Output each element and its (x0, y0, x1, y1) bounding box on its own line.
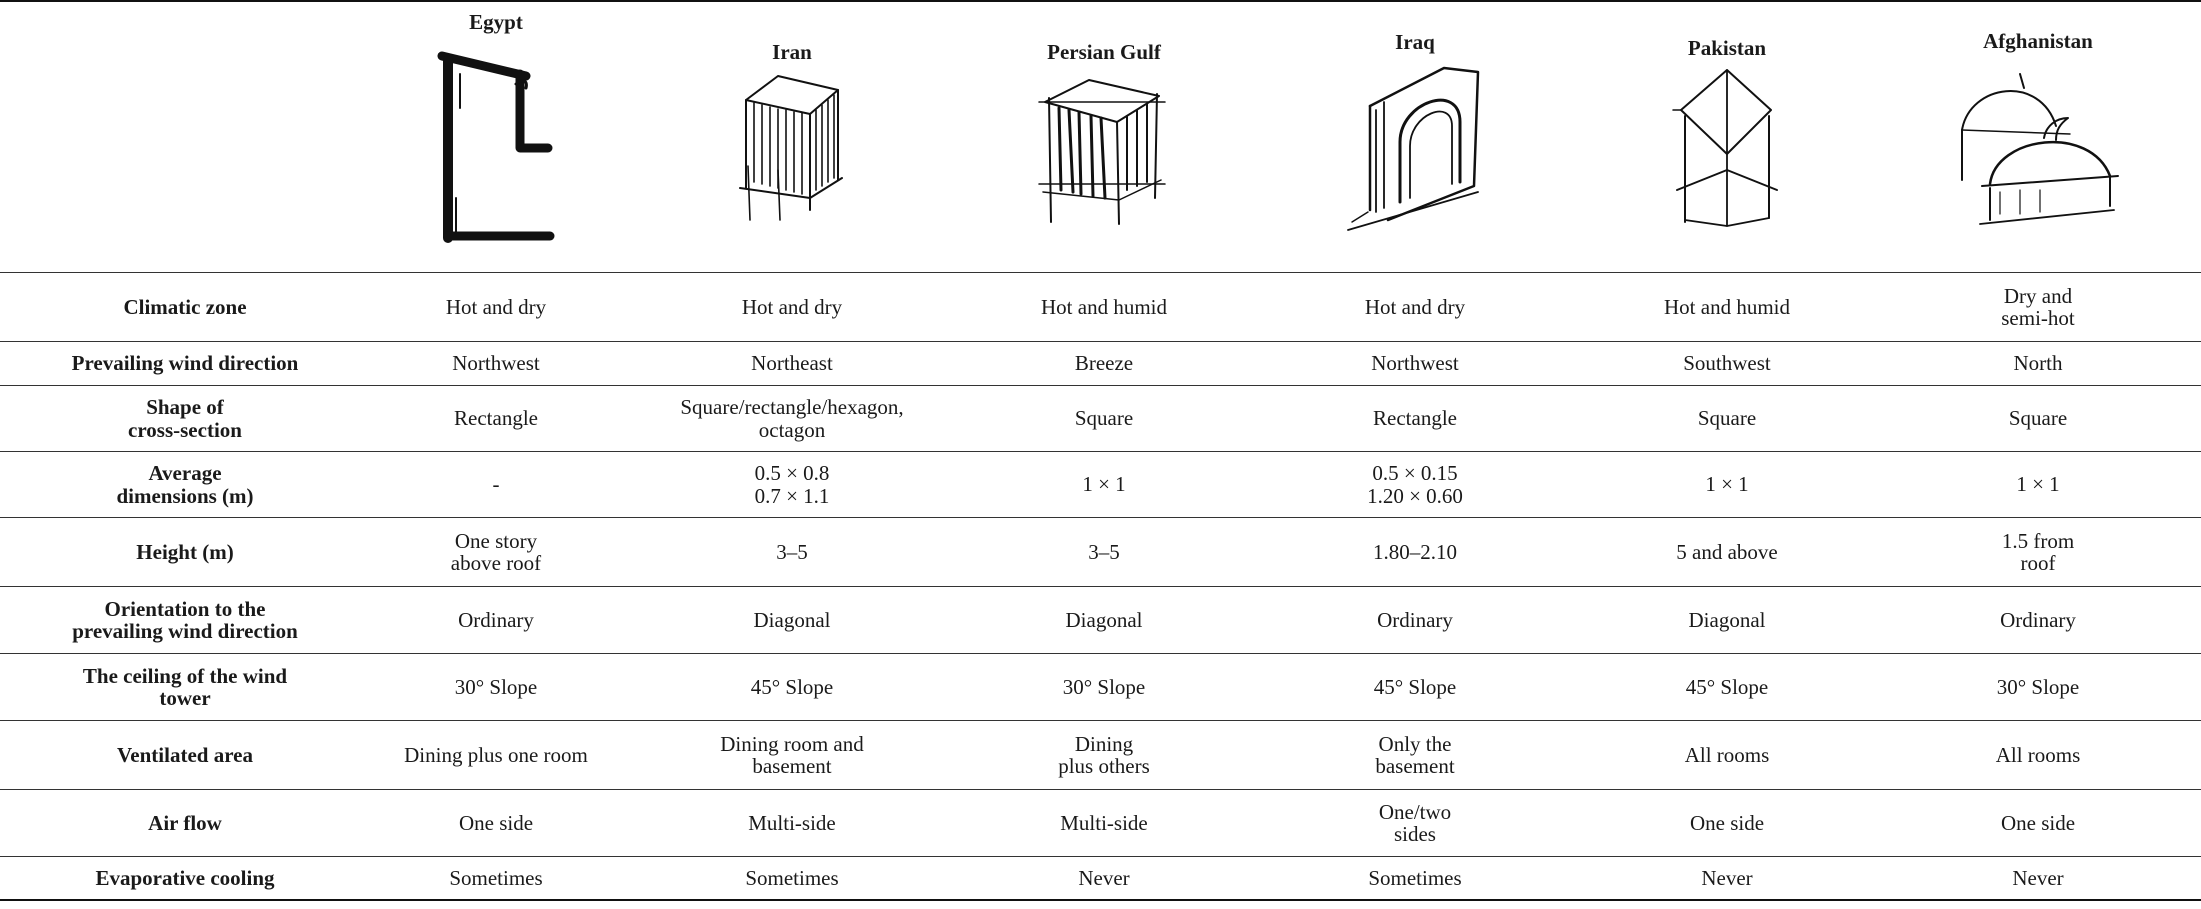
table-row (0, 518, 2201, 586)
row-label: Orientation to the prevailing wind direction (72, 596, 298, 643)
table-cell: One/two sides (1378, 799, 1452, 846)
table-row (0, 654, 2201, 720)
table-cell: Rectangle (454, 406, 538, 431)
column-header-afghanistan: Afghanistan (1983, 29, 2093, 53)
table-cell: Sometimes (745, 865, 839, 890)
table-row (0, 386, 2201, 451)
table-row (0, 790, 2201, 856)
table-row (0, 273, 2201, 341)
row-label: Average dimensions (m) (116, 461, 254, 508)
table-cell: Dry and semi-hot (2001, 283, 2075, 330)
table-cell: Only the basement (1375, 731, 1455, 778)
table-cell: Northwest (1371, 351, 1459, 376)
table-cell: 1 × 1 (1705, 472, 1749, 497)
table-row (0, 857, 2201, 899)
column-header-iran: Iran (772, 40, 812, 64)
table-row (0, 452, 2201, 517)
table-cell: Square/rectangle/hexagon, octagon (680, 395, 904, 442)
persian-gulf-wind-tower-sketch (1039, 72, 1169, 227)
table-cell: 1 × 1 (2016, 472, 2060, 497)
table-cell: Square (2008, 406, 2068, 431)
table-cell: Breeze (1074, 351, 1134, 376)
table-cell: One story above roof (450, 528, 542, 575)
table-cell: 45° Slope (1373, 674, 1457, 699)
table-cell: One side (458, 810, 534, 835)
table-cell: Southwest (1683, 351, 1771, 376)
table-cell: Diagonal (1688, 607, 1766, 632)
iraq-wind-tower-sketch (1348, 62, 1488, 232)
column-header-egypt: Egypt (469, 10, 523, 34)
column-header-iraq: Iraq (1395, 30, 1435, 54)
afghanistan-wind-tower-sketch (1960, 64, 2120, 234)
table-cell: 0.5 × 0.15 1.20 × 0.60 (1367, 461, 1463, 508)
table-cell: Diagonal (753, 607, 831, 632)
table-cell: 1.80–2.10 (1373, 539, 1457, 564)
row-label: Ventilated area (117, 742, 253, 767)
table-cell: 1.5 from roof (2001, 528, 2075, 575)
table-cell: Hot and humid (1664, 294, 1790, 319)
table-cell: Multi-side (748, 810, 836, 835)
iran-wind-tower-sketch (738, 70, 848, 220)
table-cell: Northeast (751, 351, 833, 376)
table-cell: Square (1697, 406, 1757, 431)
table-cell: Hot and dry (1364, 294, 1466, 319)
table-cell: 45° Slope (750, 674, 834, 699)
table-cell: Diagonal (1065, 607, 1143, 632)
top-rule (0, 0, 2201, 2)
table-cell: 30° Slope (1996, 674, 2080, 699)
table-cell: All rooms (1684, 742, 1770, 767)
table-cell: 30° Slope (1062, 674, 1146, 699)
row-label: Height (m) (136, 539, 234, 564)
table-cell: 1 × 1 (1082, 472, 1126, 497)
table-cell: 45° Slope (1685, 674, 1769, 699)
bottom-rule (0, 899, 2201, 901)
table-cell: Northwest (452, 351, 540, 376)
row-label: Prevailing wind direction (71, 351, 299, 376)
table-row (0, 721, 2201, 789)
table-cell: 3–5 (1088, 539, 1120, 564)
table-cell: Hot and dry (445, 294, 547, 319)
egypt-wind-tower-sketch (430, 48, 570, 248)
table-cell: Square (1074, 406, 1134, 431)
table-cell: All rooms (1995, 742, 2081, 767)
row-label: Evaporative cooling (95, 865, 275, 890)
table-cell: Sometimes (1368, 865, 1462, 890)
table-cell: Rectangle (1373, 406, 1457, 431)
table-row (0, 587, 2201, 653)
row-label: Air flow (148, 810, 222, 835)
table-cell: Hot and humid (1041, 294, 1167, 319)
table-cell: Never (1701, 865, 1753, 890)
table-cell: Sometimes (449, 865, 543, 890)
table-cell: 3–5 (776, 539, 808, 564)
table-cell: 0.5 × 0.8 0.7 × 1.1 (754, 461, 830, 508)
table-cell: Never (2012, 865, 2064, 890)
table-cell: Dining plus others (1058, 731, 1150, 778)
table-cell: Dining room and basement (720, 731, 864, 778)
table-cell: North (2013, 351, 2063, 376)
table-cell: 5 and above (1676, 539, 1778, 564)
pakistan-wind-tower-sketch (1673, 66, 1783, 231)
table-cell: Multi-side (1060, 810, 1148, 835)
table-cell: Hot and dry (741, 294, 843, 319)
table-cell: Ordinary (2000, 607, 2076, 632)
row-label: Shape of cross-section (128, 395, 242, 442)
table-cell: - (492, 472, 500, 497)
row-label: Climatic zone (123, 294, 247, 319)
table-cell: 30° Slope (454, 674, 538, 699)
column-header-persian-gulf: Persian Gulf (1047, 40, 1161, 64)
table-cell: Ordinary (1377, 607, 1453, 632)
table-cell: Dining plus one room (404, 742, 588, 767)
table-cell: Never (1078, 865, 1130, 890)
row-label: The ceiling of the wind tower (82, 663, 288, 710)
table-cell: Ordinary (458, 607, 534, 632)
table-row (0, 342, 2201, 385)
column-header-pakistan: Pakistan (1687, 36, 1767, 60)
table-cell: One side (2000, 810, 2076, 835)
table-cell: One side (1689, 810, 1765, 835)
